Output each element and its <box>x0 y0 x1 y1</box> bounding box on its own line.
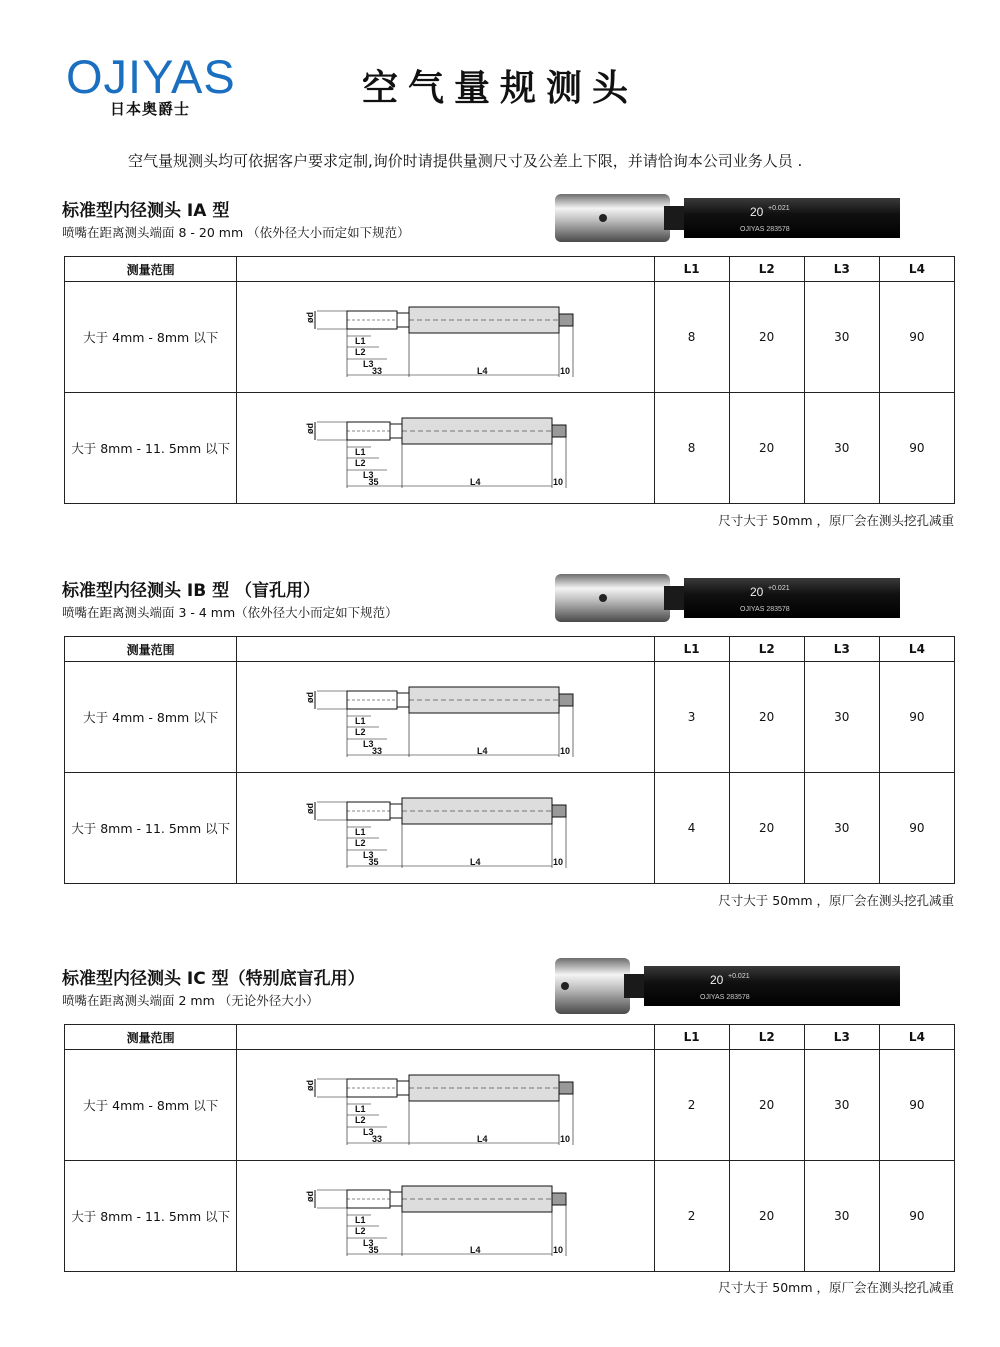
l1-label: L1 <box>355 716 366 726</box>
drawing-cell <box>237 1161 654 1272</box>
table-row <box>65 282 955 393</box>
nozzle-hole <box>599 214 607 222</box>
dimension-drawing <box>295 289 595 385</box>
probe-handle <box>684 198 900 238</box>
body-length-label: 35 <box>368 477 379 487</box>
range-cell: 大于 4mm - 8mm 以下 <box>65 1050 237 1161</box>
dimension-drawing <box>295 400 595 496</box>
column-header-blank <box>237 637 654 662</box>
photo-brand-label: OJIYAS 283578 <box>740 226 790 233</box>
l1-value-cell: 2 <box>654 1161 729 1272</box>
nozzle-hole <box>599 594 607 602</box>
l2-value-cell: 20 <box>729 662 804 773</box>
phi-d-label: ød <box>305 1191 316 1202</box>
probe-neck <box>664 206 686 230</box>
l2-value-cell: 20 <box>729 393 804 504</box>
table-row <box>65 1050 955 1161</box>
photo-brand-label: OJIYAS 283578 <box>700 994 750 1001</box>
range-cell: 大于 8mm - 11. 5mm 以下 <box>65 393 237 504</box>
l4-label: L4 <box>477 746 488 756</box>
brand-logo <box>66 52 246 119</box>
photo-tol-label: +0.021 <box>728 973 750 980</box>
l4-label: L4 <box>477 366 488 376</box>
column-header-range: 测量范围 <box>65 257 237 282</box>
table-header-row <box>65 1025 955 1050</box>
probe-neck <box>664 586 686 610</box>
body-length-label: 35 <box>368 857 379 867</box>
range-cell: 大于 4mm - 8mm 以下 <box>65 282 237 393</box>
column-header-l3: L3 <box>804 1025 879 1050</box>
range-cell: 大于 8mm - 11. 5mm 以下 <box>65 773 237 884</box>
section-subtitle: 喷嘴在距离测头端面 3 - 4 mm（依外径大小而定如下规范） <box>62 605 398 620</box>
l2-label: L2 <box>355 1226 366 1236</box>
probe-photo-container <box>555 566 915 634</box>
l3-label: L3 <box>363 1127 374 1137</box>
end-length-label: 10 <box>553 1245 564 1255</box>
photo-brand-label: OJIYAS 283578 <box>740 606 790 613</box>
column-header-l3: L3 <box>804 637 879 662</box>
end-length-label: 10 <box>553 477 564 487</box>
l2-value-cell: 20 <box>729 1161 804 1272</box>
table-row <box>65 1161 955 1272</box>
l4-value-cell: 90 <box>879 773 954 884</box>
probe-photo <box>555 186 915 250</box>
l2-label: L2 <box>355 1115 366 1125</box>
l2-label: L2 <box>355 727 366 737</box>
phi-d-label: ød <box>305 423 316 434</box>
column-header-l2: L2 <box>729 637 804 662</box>
l3-value-cell: 30 <box>804 1161 879 1272</box>
section-subtitle: 喷嘴在距离测头端面 8 - 20 mm （依外径大小而定如下规范） <box>62 225 410 240</box>
column-header-blank <box>237 1025 654 1050</box>
l3-value-cell: 30 <box>804 393 879 504</box>
section-subtitle: 喷嘴在距离测头端面 2 mm （无论外径大小） <box>62 993 319 1008</box>
column-header-blank <box>237 257 654 282</box>
l3-label: L3 <box>363 359 374 369</box>
l2-value-cell: 20 <box>729 773 804 884</box>
drawing-cell <box>237 662 654 773</box>
l4-value-cell: 90 <box>879 282 954 393</box>
dimension-drawing <box>295 1168 595 1264</box>
probe-handle <box>644 966 900 1006</box>
l2-value-cell: 20 <box>729 1050 804 1161</box>
l1-value-cell: 2 <box>654 1050 729 1161</box>
column-header-l1: L1 <box>654 637 729 662</box>
probe-section <box>0 570 1000 920</box>
l1-value-cell: 8 <box>654 282 729 393</box>
drawing-cell <box>237 773 654 884</box>
section-title: 标准型内径测头 IB 型 （盲孔用） <box>62 581 321 601</box>
body-length-label: 35 <box>368 1245 379 1255</box>
range-cell: 大于 4mm - 8mm 以下 <box>65 662 237 773</box>
l1-label: L1 <box>355 1215 366 1225</box>
column-header-l3: L3 <box>804 257 879 282</box>
probe-handle <box>684 578 900 618</box>
section-title: 标准型内径测头 IA 型 <box>62 201 230 221</box>
phi-d-label: ød <box>305 803 316 814</box>
l4-value-cell: 90 <box>879 1161 954 1272</box>
photo-size-label: 20 <box>750 205 764 219</box>
column-header-l2: L2 <box>729 1025 804 1050</box>
section-title: 标准型内径测头 IC 型（特别底盲孔用） <box>62 969 365 989</box>
table-row <box>65 393 955 504</box>
l1-label: L1 <box>355 447 366 457</box>
logo-wordmark: OJIYAS <box>66 50 236 103</box>
l3-label: L3 <box>363 850 374 860</box>
spec-table <box>64 1024 955 1272</box>
probe-silver-head <box>555 574 670 622</box>
phi-d-label: ød <box>305 1080 316 1091</box>
body-length-label: 33 <box>372 366 383 376</box>
photo-tol-label: +0.021 <box>768 205 790 212</box>
weight-reduction-note: 尺寸大于 50mm ，原厂会在测头挖孔减重 <box>718 513 954 528</box>
nozzle-hole <box>561 982 569 990</box>
column-header-l1: L1 <box>654 1025 729 1050</box>
probe-section <box>0 190 1000 540</box>
end-length-label: 10 <box>560 746 571 756</box>
drawing-cell <box>237 282 654 393</box>
range-cell: 大于 8mm - 11. 5mm 以下 <box>65 1161 237 1272</box>
column-header-l1: L1 <box>654 257 729 282</box>
l4-value-cell: 90 <box>879 393 954 504</box>
l4-label: L4 <box>470 857 481 867</box>
column-header-l2: L2 <box>729 257 804 282</box>
table-header-row <box>65 257 955 282</box>
l4-value-cell: 90 <box>879 662 954 773</box>
l1-value-cell: 8 <box>654 393 729 504</box>
phi-d-label: ød <box>305 692 316 703</box>
l2-label: L2 <box>355 458 366 468</box>
probe-photo <box>555 566 915 630</box>
table-row <box>65 773 955 884</box>
end-length-label: 10 <box>553 857 564 867</box>
end-length-label: 10 <box>560 366 571 376</box>
dimension-drawing <box>295 1057 595 1153</box>
page-title: 空气量规测头 <box>362 68 639 109</box>
photo-tol-label: +0.021 <box>768 585 790 592</box>
phi-d-label: ød <box>305 312 316 323</box>
dimension-drawing <box>295 780 595 876</box>
l3-value-cell: 30 <box>804 282 879 393</box>
column-header-l4: L4 <box>879 1025 954 1050</box>
table-row <box>65 662 955 773</box>
spec-table <box>64 636 955 884</box>
column-header-range: 测量范围 <box>65 637 237 662</box>
column-header-range: 测量范围 <box>65 1025 237 1050</box>
probe-section <box>0 958 1000 1308</box>
body-length-label: 33 <box>372 1134 383 1144</box>
dimension-drawing <box>295 669 595 765</box>
l1-label: L1 <box>355 1104 366 1114</box>
drawing-cell <box>237 393 654 504</box>
l1-value-cell: 4 <box>654 773 729 884</box>
l4-label: L4 <box>477 1134 488 1144</box>
l2-label: L2 <box>355 838 366 848</box>
logo-subtitle: 日本奥爵士 <box>110 100 191 118</box>
photo-size-label: 20 <box>750 585 764 599</box>
body-length-label: 33 <box>372 746 383 756</box>
l3-label: L3 <box>363 1238 374 1248</box>
l1-label: L1 <box>355 336 366 346</box>
l3-label: L3 <box>363 739 374 749</box>
photo-size-label: 20 <box>710 973 724 987</box>
probe-photo-container <box>555 186 915 254</box>
l2-value-cell: 20 <box>729 282 804 393</box>
l3-value-cell: 30 <box>804 773 879 884</box>
spec-table <box>64 256 955 504</box>
l3-value-cell: 30 <box>804 1050 879 1161</box>
probe-photo-container <box>555 954 915 1022</box>
l2-label: L2 <box>355 347 366 357</box>
l1-label: L1 <box>355 827 366 837</box>
probe-silver-head <box>555 194 670 242</box>
intro-text: 空气量规测头均可依据客户要求定制,询价时请提供量测尺寸及公差上下限，并请恰询本公司业务人员 . <box>128 152 803 170</box>
l4-label: L4 <box>470 477 481 487</box>
l3-value-cell: 30 <box>804 662 879 773</box>
l1-value-cell: 3 <box>654 662 729 773</box>
column-header-l4: L4 <box>879 257 954 282</box>
probe-neck <box>624 974 646 998</box>
l4-label: L4 <box>470 1245 481 1255</box>
table-header-row <box>65 637 955 662</box>
weight-reduction-note: 尺寸大于 50mm ，原厂会在测头挖孔减重 <box>718 893 954 908</box>
column-header-l4: L4 <box>879 637 954 662</box>
weight-reduction-note: 尺寸大于 50mm ，原厂会在测头挖孔减重 <box>718 1280 954 1295</box>
drawing-cell <box>237 1050 654 1161</box>
l3-label: L3 <box>363 470 374 480</box>
probe-photo <box>555 954 915 1018</box>
l4-value-cell: 90 <box>879 1050 954 1161</box>
end-length-label: 10 <box>560 1134 571 1144</box>
